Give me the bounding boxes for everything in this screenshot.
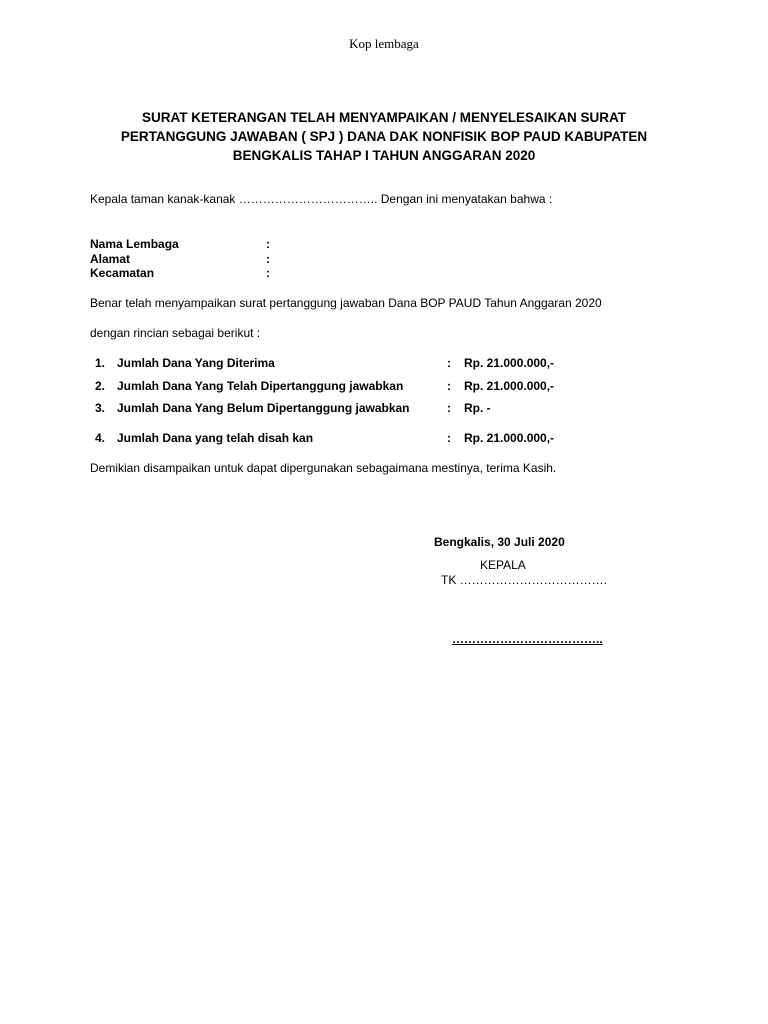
field-colon: :: [266, 266, 270, 280]
signature-name-line: ………………………………..: [452, 632, 603, 646]
list-item-value: Rp. 21.000.000,-: [464, 431, 555, 445]
list-item-colon: :: [447, 356, 451, 370]
list-item-label: Jumlah Dana Yang Telah Dipertanggung jawabkan: [117, 379, 404, 393]
field-colon: :: [266, 252, 270, 266]
closing-text: Demikian disampaikan untuk dapat dipergunakan sebagaimana mestinya, terima Kasih.: [90, 461, 557, 475]
signature-place-date: Bengkalis, 30 Juli 2020: [434, 535, 565, 549]
list-item-number: 2.: [95, 379, 106, 393]
list-item-value: Rp. 21.000.000,-: [464, 379, 555, 393]
title-line-2: PERTANGGUNG JAWABAN ( SPJ ) DANA DAK NONFISIK BOP PAUD KABUPATEN: [120, 129, 648, 144]
list-item-colon: :: [447, 431, 451, 445]
list-item-value: Rp. 21.000.000,-: [464, 356, 555, 370]
intro-text: Kepala taman kanak-kanak …………………………….. Dengan ini menyatakan bahwa :: [90, 192, 553, 206]
list-item-colon: :: [447, 401, 451, 415]
signature-organization: TK ……………………………….: [441, 573, 608, 587]
list-item-label: Jumlah Dana Yang Belum Dipertanggung jawabkan: [117, 401, 410, 415]
signature-role: KEPALA: [480, 558, 526, 572]
list-item-value: Rp. -: [464, 401, 491, 415]
list-item-number: 3.: [95, 401, 106, 415]
list-item-number: 1.: [95, 356, 106, 370]
field-label-nama-lembaga: Nama Lembaga: [90, 237, 179, 251]
list-item-label: Jumlah Dana yang telah disah kan: [117, 431, 314, 445]
title-line-1: SURAT KETERANGAN TELAH MENYAMPAIKAN / MENYELESAIKAN SURAT: [141, 110, 627, 125]
statement-detail-text: dengan rincian sebagai berikut :: [90, 326, 261, 340]
list-item-number: 4.: [95, 431, 106, 445]
letter-title: [84, 108, 684, 165]
title-line-3: BENGKALIS TAHAP I TAHUN ANGGARAN 2020: [232, 148, 536, 163]
statement-text: Benar telah menyampaikan surat pertanggung jawaban Dana BOP PAUD Tahun Anggaran 2020: [90, 296, 602, 310]
field-label-kecamatan: Kecamatan: [90, 266, 155, 280]
list-item-colon: :: [447, 379, 451, 393]
letterhead-placeholder: Kop lembaga: [349, 36, 419, 51]
field-label-alamat: Alamat: [90, 252, 131, 266]
list-item-label: Jumlah Dana Yang Diterima: [117, 356, 275, 370]
field-colon: :: [266, 237, 270, 251]
